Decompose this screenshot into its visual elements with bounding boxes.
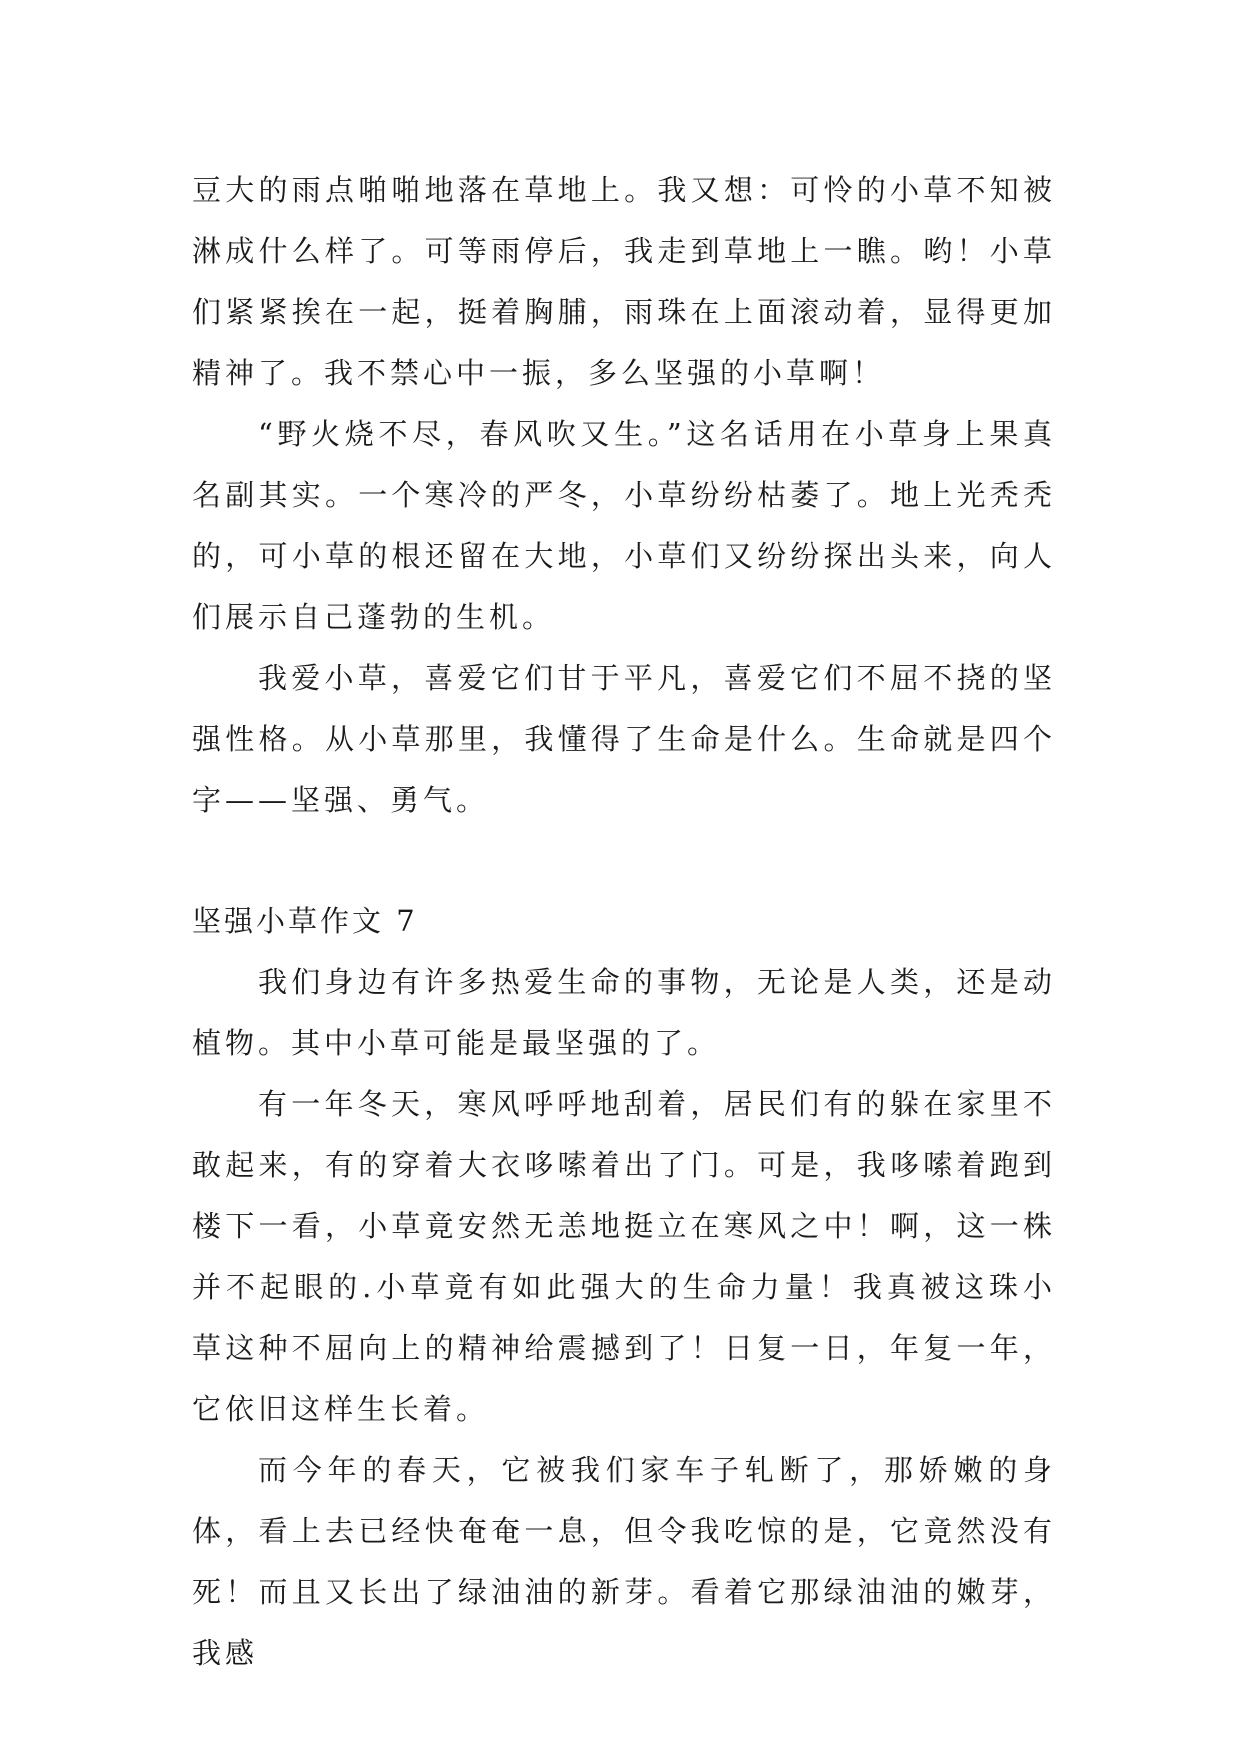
essay-heading: 坚强小草作文 7 — [192, 904, 418, 938]
paragraph-spring: 而今年的春天，它被我们家车子轧断了，那娇嫩的身体，看上去已经快奄奄一息，但令我吃惊的是，它竟然没有死！而且又长出了绿油油的新芽。看着它那绿油油的嫩芽，我感 — [192, 1453, 1056, 1670]
paragraph-rain: 豆大的雨点啪啪地落在草地上。我又想：可怜的小草不知被淋成什么样了。可等雨停后，我走到草地上一瞧。哟！小草们紧紧挨在一起，挺着胸脯，雨珠在上面滚动着，显得更加精神了。我不禁心中一振，多么坚强的小草啊！ — [192, 173, 1056, 390]
paragraph-intro: 我们身边有许多热爱生命的事物，无论是人类，还是动植物。其中小草可能是最坚强的了。 — [192, 965, 1056, 1060]
paragraph-wildfire-quote: “野火烧不尽，春风吹又生。”这名话用在小草身上果真名副其实。一个寒冷的严冬，小草纷纷枯萎了。地上光秃秃的，可小草的根还留在大地，小草们又纷纷探出头来，向人们展示自己蓬勃的生机。 — [192, 417, 1056, 634]
paragraph-winter: 有一年冬天，寒风呼呼地刮着，居民们有的躲在家里不敢起来，有的穿着大衣哆嗦着出了门。可是，我哆嗦着跑到楼下一看，小草竟安然无恙地挺立在寒风之中！啊，这一株并不起眼的.小草竟有如此强大的生命力量！我真被这珠小草这种不屈向上的精神给震撼到了！日复一日，年复一年，它依旧这样生长着。 — [192, 1087, 1056, 1426]
paragraph-love-grass: 我爱小草，喜爱它们甘于平凡，喜爱它们不屈不挠的坚强性格。从小草那里，我懂得了生命是什么。生命就是四个字——坚强、勇气。 — [192, 661, 1056, 817]
document-page — [192, 160, 1056, 1684]
